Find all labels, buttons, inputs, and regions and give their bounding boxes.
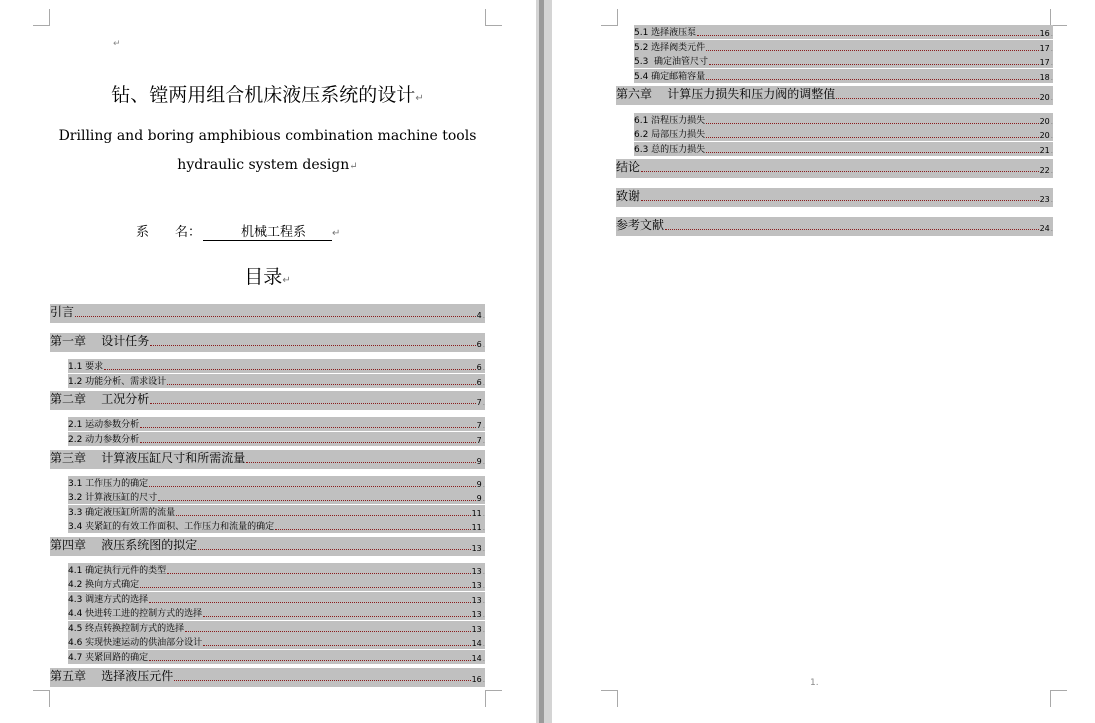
toc-dot-leader [641, 200, 1039, 201]
paragraph-mark: . [1050, 196, 1053, 204]
toc-dot-leader [174, 680, 470, 681]
toc-entry-text: 第六章 计算压力损失和压力阀的调整值 [616, 87, 836, 101]
toc-dot-leader [706, 137, 1038, 138]
paragraph-mark: ↵ [415, 93, 424, 104]
toc-entry-section[interactable] [68, 563, 485, 577]
toc-entry-text: 第五章 选择液压元件 [50, 669, 174, 683]
paragraph-mark: . [482, 510, 485, 518]
paragraph-mark: . [482, 481, 485, 489]
toc-entry-section[interactable] [68, 417, 485, 431]
toc-entry-text: 第一章 设计任务 [50, 334, 150, 348]
toc-page-number: 13 [471, 610, 482, 619]
paragraph-mark: . [482, 640, 485, 648]
toc-dot-leader [706, 152, 1038, 153]
document-title [50, 80, 485, 107]
paragraph-mark: ↵ [282, 275, 291, 286]
toc-entry-text: 4.1 确定执行元件的类型 [68, 566, 167, 576]
toc-entry-section[interactable] [634, 113, 1053, 127]
paragraph-mark: . [1050, 30, 1053, 38]
toc-entry-section[interactable] [68, 577, 485, 591]
toc-dot-leader [140, 427, 475, 428]
toc-page-number: 11 [471, 509, 482, 518]
toc-heading [50, 262, 485, 289]
toc-entry-text: 第三章 计算液压缸尺寸和所需流量 [50, 451, 246, 465]
paragraph-mark: . [1050, 59, 1053, 67]
toc-page-number: 6 [476, 363, 482, 372]
toc-dot-leader [665, 229, 1039, 230]
paragraph-mark: . [1050, 225, 1053, 233]
crop-mark-bottom-left [33, 690, 50, 707]
paragraph-mark: . [482, 524, 485, 532]
paragraph-mark: . [482, 626, 485, 634]
toc-entry-text: 4.2 换向方式确定 [68, 580, 140, 590]
paragraph-mark: . [1050, 45, 1053, 53]
toc-entry-text: 5.2 选择阀类元件 [634, 43, 706, 53]
department-line [136, 221, 340, 241]
paragraph-mark: . [482, 655, 485, 663]
toc-page-number: 13 [471, 544, 482, 553]
toc-entry-text: 1.2 功能分析、需求设计 [68, 377, 167, 387]
paragraph-mark: ↵ [113, 39, 121, 49]
toc-dot-leader [150, 403, 475, 404]
toc-entry-text: 6.3 总的压力损失 [634, 145, 706, 155]
document-subtitle-text: Drilling and boring amphibious combination machine tools hydraulic system design [58, 128, 477, 173]
toc-page-number: 9 [476, 494, 482, 503]
toc-entry-text: 5.4 确定邮箱容量 [634, 72, 706, 82]
toc-dot-leader [149, 660, 470, 661]
toc-page-number: 20 [1039, 131, 1050, 140]
toc-dot-leader [275, 529, 470, 530]
toc-entry-section[interactable] [68, 606, 485, 620]
toc-entry-chapter[interactable] [50, 333, 485, 352]
toc-dot-leader [203, 616, 470, 617]
paragraph-mark: . [482, 495, 485, 503]
paragraph-mark: . [482, 611, 485, 619]
toc-entry-text: 2.1 运动参数分析 [68, 420, 140, 430]
department-label: 系 名： [136, 225, 202, 240]
toc-page-number: 16 [1039, 29, 1050, 38]
toc-dot-leader [140, 587, 470, 588]
toc-dot-leader [167, 384, 475, 385]
toc-entry-section[interactable] [68, 359, 485, 373]
toc-entry-text: 4.4 快进转工进的控制方式的选择 [68, 609, 203, 619]
toc-dot-leader [167, 573, 470, 574]
toc-entry-chapter[interactable] [616, 217, 1053, 236]
toc-dot-leader [641, 171, 1039, 172]
crop-mark-top-left [33, 9, 50, 26]
paragraph-mark: . [482, 676, 485, 684]
toc-dot-leader [75, 316, 476, 317]
paragraph-mark: . [1050, 94, 1053, 102]
toc-dot-leader [104, 369, 475, 370]
toc-entry-chapter[interactable] [616, 159, 1053, 178]
toc-entry-section[interactable] [68, 505, 485, 519]
toc-entry-text: 3.2 计算液压缸的尺寸 [68, 493, 158, 503]
toc-dot-leader [176, 515, 470, 516]
toc-entry-text: 3.3 确定液压缸所需的流量 [68, 508, 176, 518]
toc-page-number: 20 [1039, 117, 1050, 126]
crop-mark-top-right [485, 9, 502, 26]
document-title-text: 钻、镗两用组合机床液压系统的设计 [111, 84, 416, 106]
toc-page-number: 13 [471, 596, 482, 605]
paragraph-mark: . [482, 597, 485, 605]
toc-entry-text: 1.1 要求 [68, 362, 104, 372]
document-page-left [0, 0, 536, 723]
toc-entry-text: 4.5 终点转换控制方式的选择 [68, 624, 185, 634]
toc-entry-text: 结论 [616, 160, 641, 174]
toc-entry-text: 6.1 沿程压力损失 [634, 116, 706, 126]
toc-entry-chapter[interactable] [616, 188, 1053, 207]
paragraph-mark: . [482, 437, 485, 445]
page-gutter [536, 0, 552, 723]
paragraph-mark: . [1050, 118, 1053, 126]
toc-entry-section[interactable] [68, 476, 485, 490]
toc-entry-chapter[interactable] [50, 450, 485, 469]
paragraph-mark: ↵ [349, 161, 358, 172]
toc-entry-chapter[interactable] [50, 537, 485, 556]
paragraph-mark: . [1050, 132, 1053, 140]
paragraph-mark: . [482, 341, 485, 349]
toc-entry-text: 第四章 液压系统图的拟定 [50, 538, 198, 552]
toc-page-number: 13 [471, 567, 482, 576]
toc-dot-leader [149, 486, 475, 487]
crop-mark-bottom-left [601, 690, 618, 707]
toc-page-number: 11 [471, 523, 482, 532]
toc-entry-section[interactable] [68, 432, 485, 446]
toc-dot-leader [246, 462, 475, 463]
toc-page-number: 6 [476, 378, 482, 387]
toc-dot-leader [836, 98, 1038, 99]
toc-dot-leader [140, 442, 475, 443]
toc-dot-leader [149, 602, 470, 603]
toc-entry-section[interactable] [634, 142, 1053, 156]
toc-page-number: 7 [476, 421, 482, 430]
toc-page-number: 13 [471, 581, 482, 590]
toc-dot-leader [203, 645, 470, 646]
page-number-mark: 1. [810, 678, 819, 688]
toc-page-number: 18 [1039, 73, 1050, 82]
toc-page-number: 16 [471, 675, 482, 684]
toc-dot-leader [198, 549, 470, 550]
toc-entry-text: 5.1 选择液压泵 [634, 28, 697, 38]
toc-entry-section[interactable] [634, 127, 1053, 141]
toc-page-number: 24 [1039, 224, 1050, 233]
toc-page-number: 13 [471, 625, 482, 634]
toc-entry-text: 6.2 局部压力损失 [634, 130, 706, 140]
toc-entry-text: 4.6 实现快速运动的供油部分设计 [68, 638, 203, 648]
toc-entry-text: 引言 [50, 305, 75, 319]
toc-dot-leader [185, 631, 470, 632]
document-subtitle-en [50, 122, 485, 181]
paragraph-mark: ↵ [332, 228, 341, 239]
paragraph-mark: . [482, 399, 485, 407]
toc-page-number: 7 [476, 398, 482, 407]
toc-page-number: 4 [476, 311, 482, 320]
paragraph-mark: . [482, 422, 485, 430]
toc-entry-section[interactable] [634, 69, 1053, 83]
paragraph-mark: . [1050, 167, 1053, 175]
toc-page-number: 6 [476, 340, 482, 349]
toc-entry-chapter[interactable] [50, 304, 485, 323]
toc-entry-text: 3.4 夹紧缸的有效工作面积、工作压力和流量的确定 [68, 522, 275, 532]
paragraph-mark: . [482, 458, 485, 466]
toc-page-number: 22 [1039, 166, 1050, 175]
toc-dot-leader [709, 64, 1039, 65]
toc-page-number: 14 [471, 654, 482, 663]
toc-entry-section[interactable] [68, 519, 485, 533]
toc-page-number: 9 [476, 457, 482, 466]
toc-page-number: 7 [476, 436, 482, 445]
toc-entry-section[interactable] [634, 54, 1053, 68]
paragraph-mark: . [1050, 147, 1053, 155]
toc-dot-leader [158, 500, 475, 501]
toc-page-number: 14 [471, 639, 482, 648]
toc-entry-section[interactable] [68, 592, 485, 606]
department-value: 机械工程系 [203, 221, 332, 241]
crop-mark-bottom-right [1050, 690, 1067, 707]
toc-dot-leader [150, 345, 475, 346]
paragraph-mark: . [482, 545, 485, 553]
toc-entry-text: 5.3 确定油管尺寸 [634, 57, 709, 67]
toc-page-number: 17 [1039, 44, 1050, 53]
toc-page-number: 20 [1039, 93, 1050, 102]
toc-entry-chapter[interactable] [616, 86, 1053, 105]
toc-page-number: 23 [1039, 195, 1050, 204]
toc-entry-section[interactable] [68, 635, 485, 649]
crop-mark-top-right [1050, 9, 1067, 26]
paragraph-mark: . [482, 379, 485, 387]
toc-entry-text: 3.1 工作压力的确定 [68, 479, 149, 489]
paragraph-mark: . [482, 568, 485, 576]
paragraph-mark: . [1050, 74, 1053, 82]
toc-page-number: 9 [476, 480, 482, 489]
toc-entry-section[interactable] [634, 25, 1053, 39]
toc-entry-chapter[interactable] [50, 391, 485, 410]
crop-mark-bottom-right [485, 690, 502, 707]
toc-entry-section[interactable] [68, 490, 485, 504]
toc-entry-section[interactable] [68, 650, 485, 664]
toc-entry-text: 2.2 动力参数分析 [68, 435, 140, 445]
document-page-right [552, 0, 1095, 723]
paragraph-mark: . [482, 312, 485, 320]
toc-entry-section[interactable] [634, 40, 1053, 54]
toc-page-number: 21 [1039, 146, 1050, 155]
toc-entry-text: 4.3 调速方式的选择 [68, 595, 149, 605]
toc-heading-text: 目录 [244, 266, 283, 288]
crop-mark-top-left [601, 9, 618, 26]
toc-dot-leader [697, 35, 1038, 36]
toc-entry-section[interactable] [68, 621, 485, 635]
toc-entry-chapter[interactable] [50, 668, 485, 687]
paragraph-mark: . [482, 364, 485, 372]
paragraph-mark: . [482, 582, 485, 590]
toc-entry-text: 第二章 工况分析 [50, 392, 150, 406]
toc-dot-leader [706, 79, 1038, 80]
toc-entry-text: 致谢 [616, 189, 641, 203]
toc-dot-leader [706, 50, 1038, 51]
toc-entry-text: 参考文献 [616, 218, 665, 232]
toc-page-number: 17 [1039, 58, 1050, 67]
toc-entry-section[interactable] [68, 374, 485, 388]
toc-entry-text: 4.7 夹紧回路的确定 [68, 653, 149, 663]
toc-dot-leader [706, 123, 1038, 124]
